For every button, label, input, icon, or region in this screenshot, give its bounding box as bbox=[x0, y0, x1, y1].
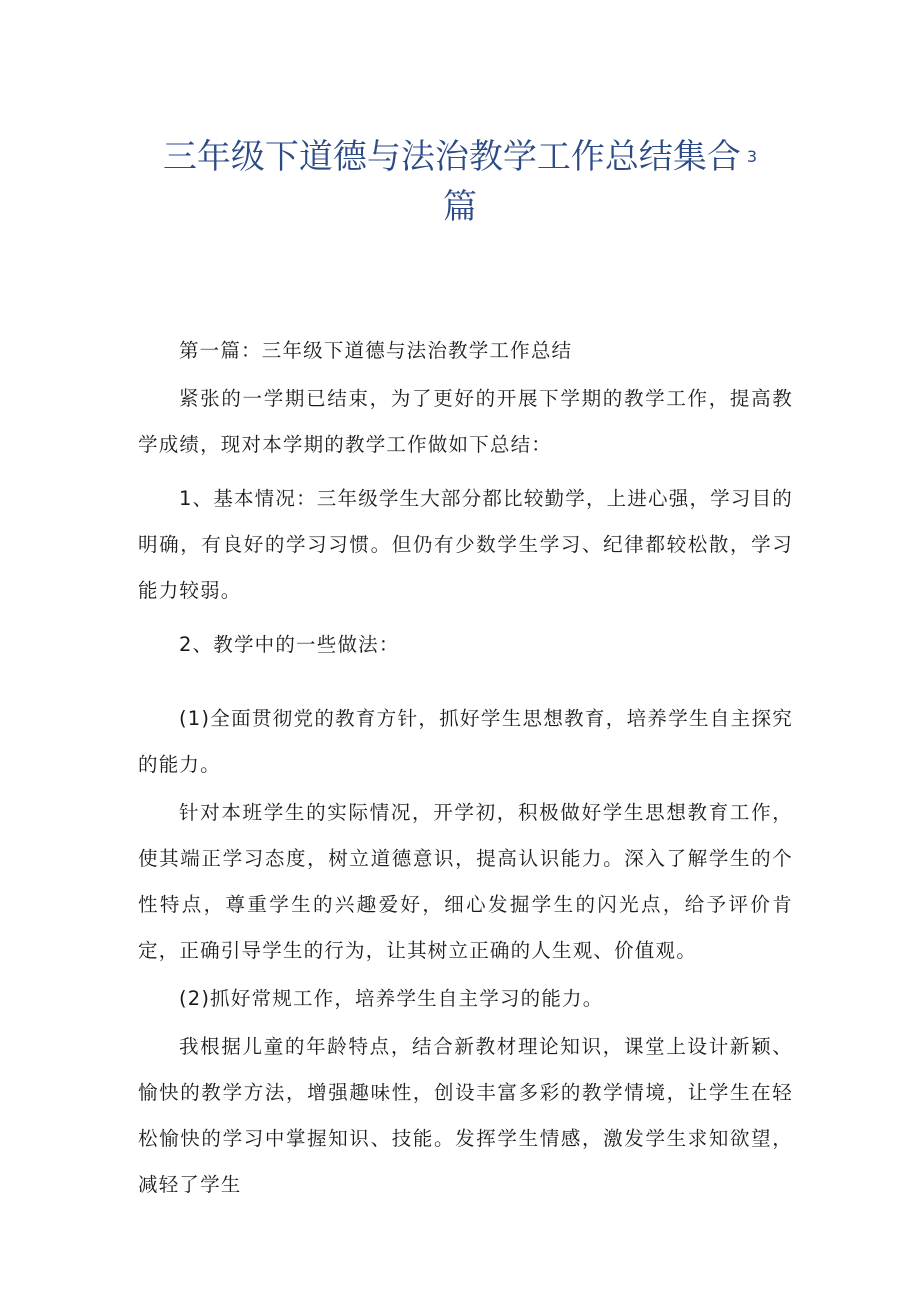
paragraph: (1)全面贯彻党的教育方针，抓好学生思想教育，培养学生自主探究的能力。 bbox=[138, 707, 793, 776]
paragraph: 针对本班学生的实际情况，开学初，积极做好学生思想教育工作，使其端正学习态度，树立道德意识，提高认识能力。深入了解学生的个性特点，尊重学生的兴趣爱好，细心发掘学生的闪光点，给予评价肯定，正确引导学生的行为，让其树立正确的人生观、价值观。 bbox=[138, 801, 793, 962]
title-line-1 bbox=[0, 132, 920, 182]
paragraph: 1、基本情况：三年级学生大部分都比较勤学，上进心强，学习目的明确，有良好的学习习惯。但仍有少数学生学习、纪律都较松散，学习能力较弱。 bbox=[138, 487, 793, 602]
title-superscript: 3 bbox=[746, 147, 758, 166]
paragraph: 我根据儿童的年龄特点，结合新教材理论知识，课堂上设计新颖、愉快的教学方法，增强趣味性，创设丰富多彩的教学情境，让学生在轻松愉快的学习中掌握知识、技能。发挥学生情感，激发学生求知欲望，减轻了学生 bbox=[138, 1035, 793, 1196]
title-text: 三年级下道德与法治教学工作总结集合 bbox=[162, 137, 741, 177]
section-heading: 第一篇：三年级下道德与法治教学工作总结 bbox=[178, 339, 573, 362]
paragraph: 紧张的一学期已结束，为了更好的开展下学期的教学工作，提高教学成绩，现对本学期的教学工作做如下总结： bbox=[138, 387, 793, 456]
title-line-2: 篇 bbox=[443, 187, 477, 227]
document-body bbox=[138, 328, 793, 1208]
paragraph: 2、教学中的一些做法： bbox=[178, 633, 400, 656]
paragraph: (2)抓好常规工作，培养学生自主学习的能力。 bbox=[178, 987, 604, 1010]
document-title bbox=[0, 132, 920, 232]
